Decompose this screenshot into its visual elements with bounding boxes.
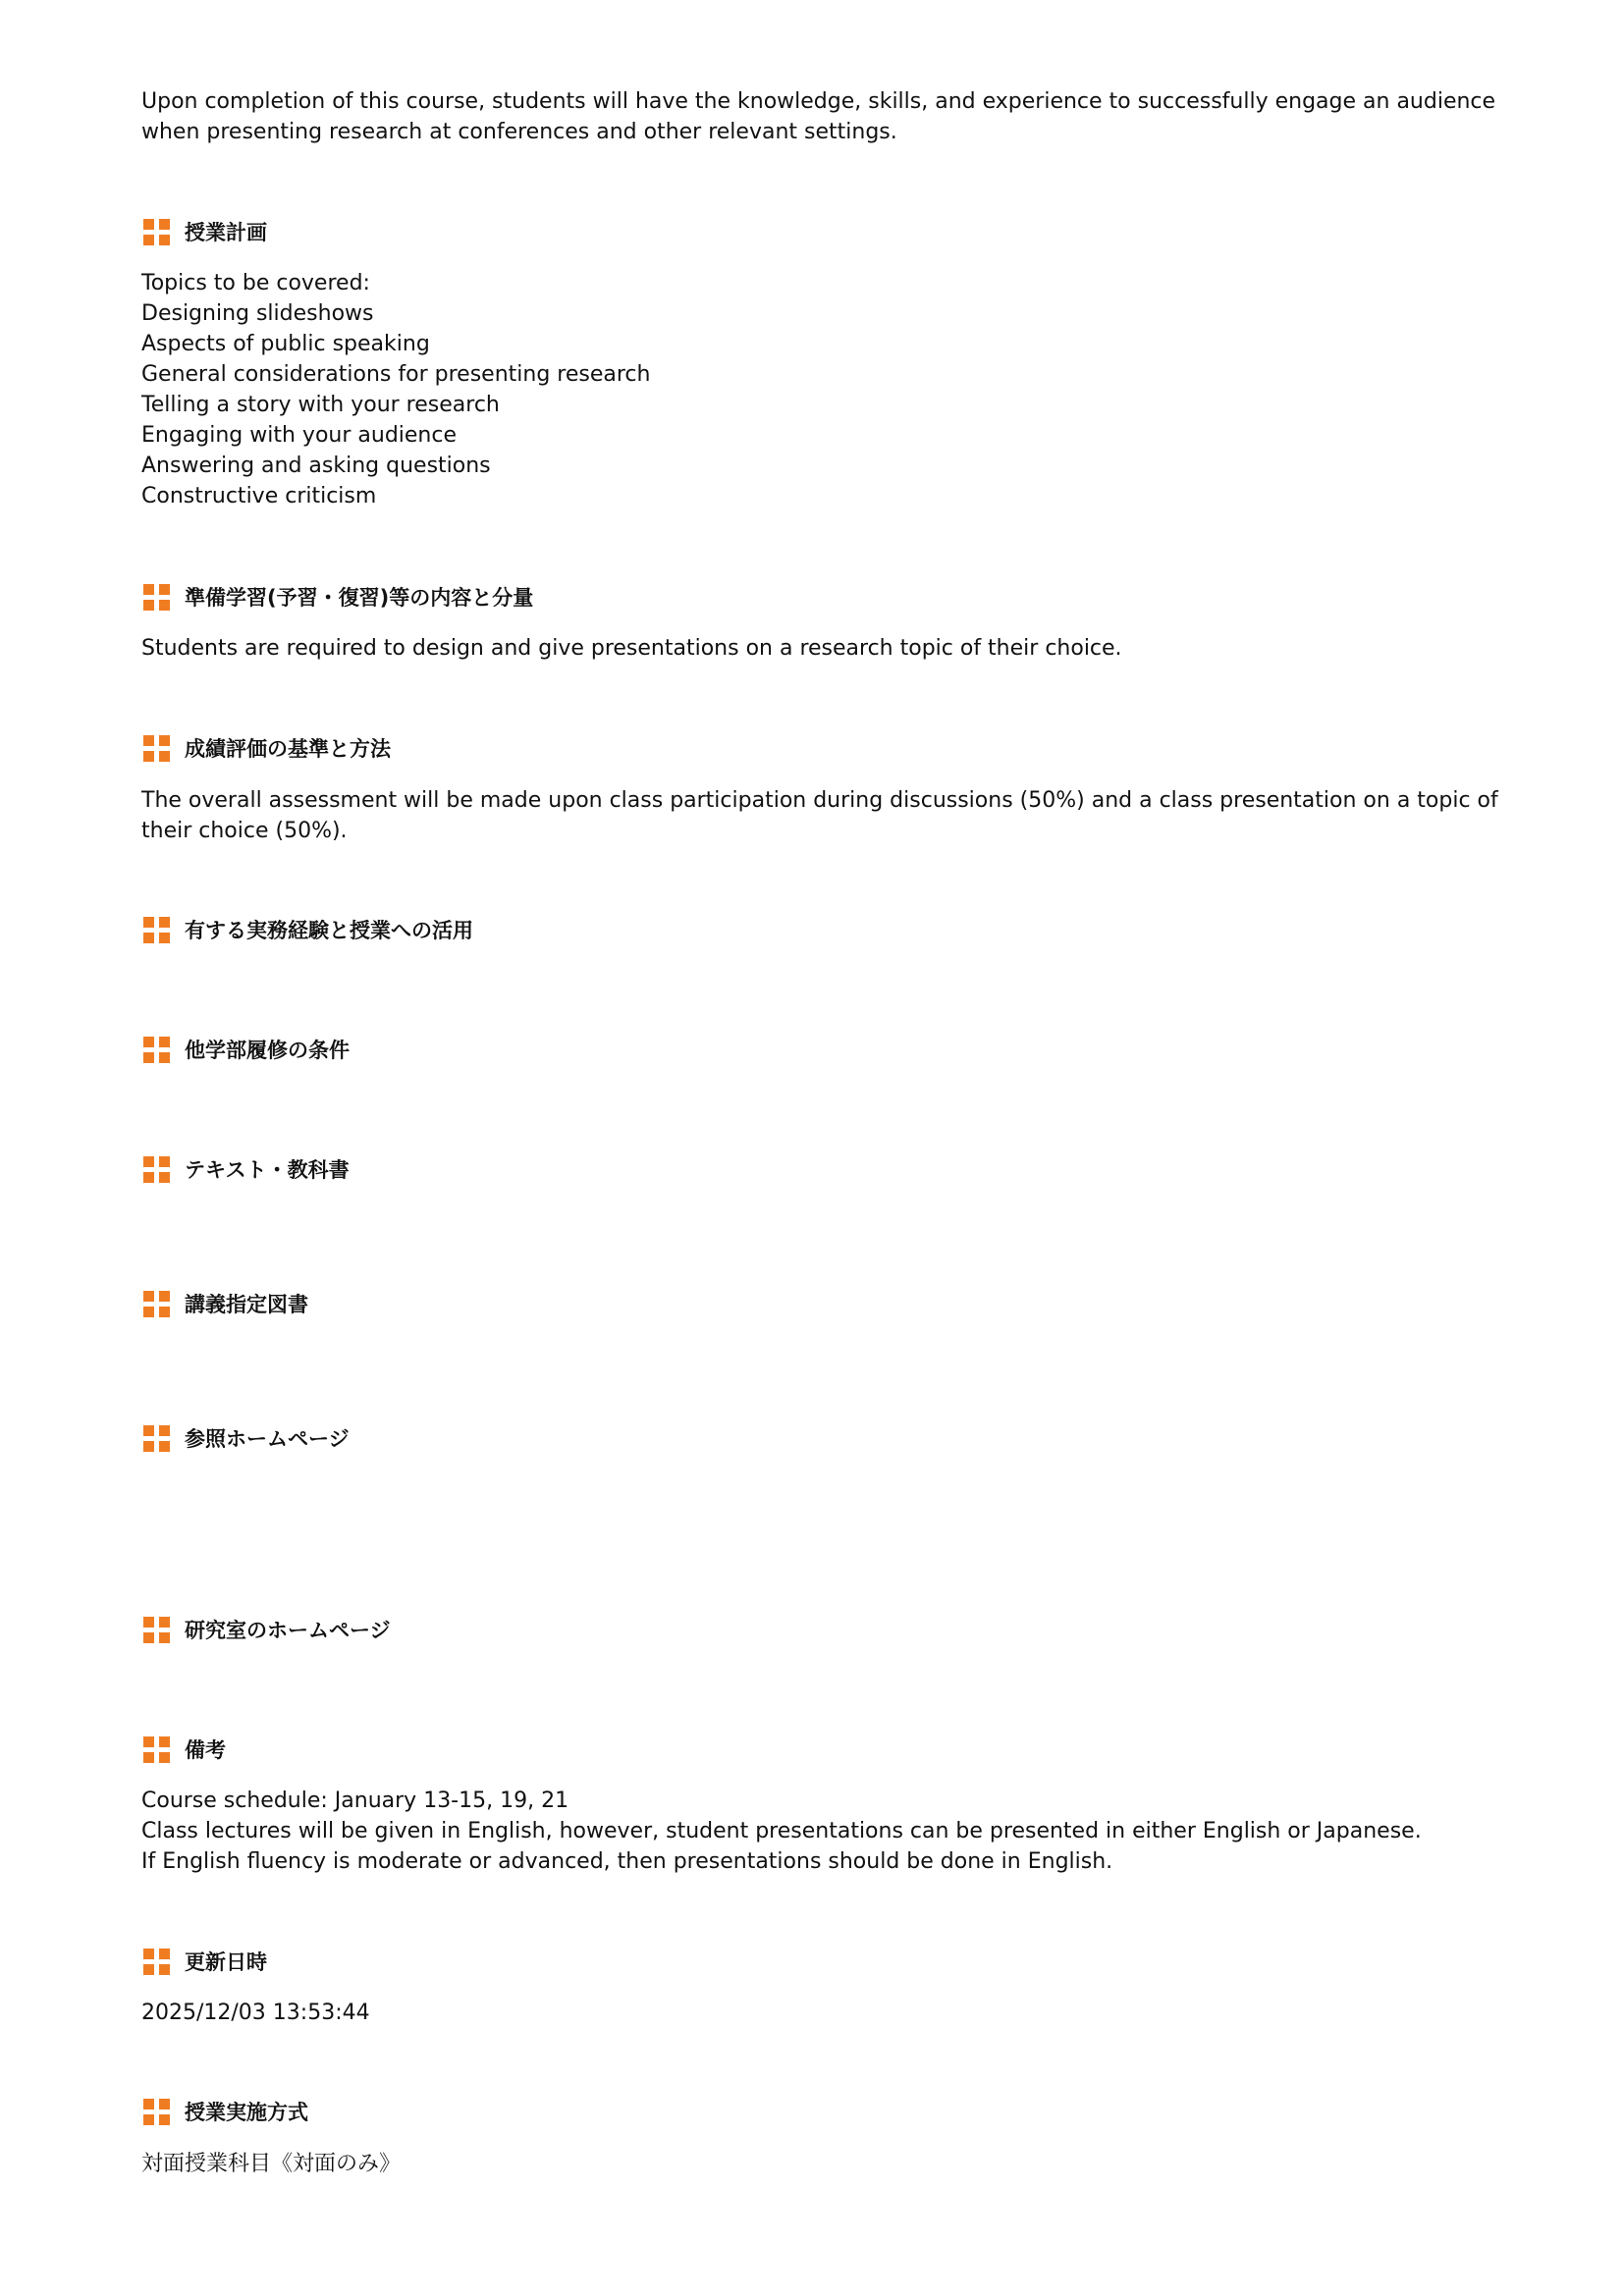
body-line: Students are required to design and give presentations on a research topic of their choice. bbox=[141, 636, 1122, 661]
section-body-grading bbox=[141, 785, 1498, 846]
body-line: The overall assessment will be made upon class participation during discussions (50%) and a class presentation on a topic of bbox=[141, 788, 1498, 813]
four-squares-icon bbox=[143, 219, 171, 246]
section-heading-preparation bbox=[143, 583, 533, 613]
four-squares-icon bbox=[143, 1949, 171, 1976]
section-body-lesson-plan bbox=[141, 268, 1418, 511]
topic-line: Aspects of public speaking bbox=[141, 332, 430, 356]
four-squares-icon bbox=[143, 584, 171, 612]
section-heading-label: 成績評価の基準と方法 bbox=[185, 737, 391, 761]
section-heading-reference-homepage bbox=[143, 1424, 350, 1454]
section-heading-label: テキスト・教科書 bbox=[185, 1158, 350, 1182]
section-heading-grading bbox=[143, 734, 391, 764]
four-squares-icon bbox=[143, 1291, 171, 1318]
topic-line: Topics to be covered: bbox=[141, 271, 370, 295]
body-line: Class lectures will be given in English, however, student presentations can be presented in either English or Japanese. bbox=[141, 1819, 1422, 1843]
section-heading-practical-experience bbox=[143, 916, 473, 945]
updated-timestamp: 2025/12/03 13:53:44 bbox=[141, 2001, 370, 2025]
four-squares-icon bbox=[143, 1425, 171, 1453]
topic-line: Designing slideshows bbox=[141, 301, 374, 326]
section-body-preparation bbox=[141, 633, 1418, 664]
topic-line: Answering and asking questions bbox=[141, 454, 491, 478]
section-heading-other-faculty bbox=[143, 1036, 350, 1065]
body-line: If English fluency is moderate or advanced, then presentations should be done in English. bbox=[141, 1849, 1113, 1874]
four-squares-icon bbox=[143, 1156, 171, 1184]
section-heading-label: 授業計画 bbox=[185, 221, 267, 244]
body-line: their choice (50%). bbox=[141, 819, 348, 843]
section-heading-delivery-method bbox=[143, 2098, 308, 2127]
section-heading-label: 授業実施方式 bbox=[185, 2101, 308, 2124]
four-squares-icon bbox=[143, 1037, 171, 1064]
section-heading-lab-homepage bbox=[143, 1616, 391, 1645]
section-body-delivery-method bbox=[141, 2149, 1418, 2179]
section-heading-label: 準備学習(予習・復習)等の内容と分量 bbox=[185, 586, 534, 610]
section-heading-reference-books bbox=[143, 1290, 308, 1319]
section-heading-label: 講義指定図書 bbox=[185, 1293, 308, 1316]
four-squares-icon bbox=[143, 735, 171, 763]
four-squares-icon bbox=[143, 1617, 171, 1644]
intro-paragraph bbox=[141, 86, 1496, 147]
topic-line: Telling a story with your research bbox=[141, 393, 500, 417]
four-squares-icon bbox=[143, 1736, 171, 1764]
section-heading-label: 有する実務経験と授業への活用 bbox=[185, 919, 473, 942]
intro-line: Upon completion of this course, students will have the knowledge, skills, and experience to successfully engage an audience bbox=[141, 89, 1496, 114]
four-squares-icon bbox=[143, 917, 171, 944]
topic-line: Engaging with your audience bbox=[141, 423, 458, 448]
section-heading-lesson-plan bbox=[143, 218, 267, 247]
section-heading-label: 備考 bbox=[185, 1738, 226, 1762]
section-heading-textbook bbox=[143, 1155, 350, 1185]
delivery-method-value: 対面授業科目《対面のみ》 bbox=[141, 2152, 402, 2176]
section-body-remarks bbox=[141, 1786, 1422, 1877]
intro-line: when presenting research at conferences and other relevant settings. bbox=[141, 120, 897, 144]
section-heading-label: 参照ホームページ bbox=[185, 1427, 350, 1451]
section-heading-remarks bbox=[143, 1735, 226, 1765]
topic-line: General considerations for presenting research bbox=[141, 362, 651, 387]
section-heading-label: 更新日時 bbox=[185, 1950, 267, 1974]
section-heading-label: 研究室のホームページ bbox=[185, 1619, 391, 1642]
topic-line: Constructive criticism bbox=[141, 484, 377, 508]
section-body-updated-at bbox=[141, 1998, 1418, 2028]
section-heading-updated-at bbox=[143, 1948, 267, 1977]
body-line: Course schedule: January 13-15, 19, 21 bbox=[141, 1789, 569, 1813]
section-heading-label: 他学部履修の条件 bbox=[185, 1039, 350, 1062]
four-squares-icon bbox=[143, 2099, 171, 2126]
